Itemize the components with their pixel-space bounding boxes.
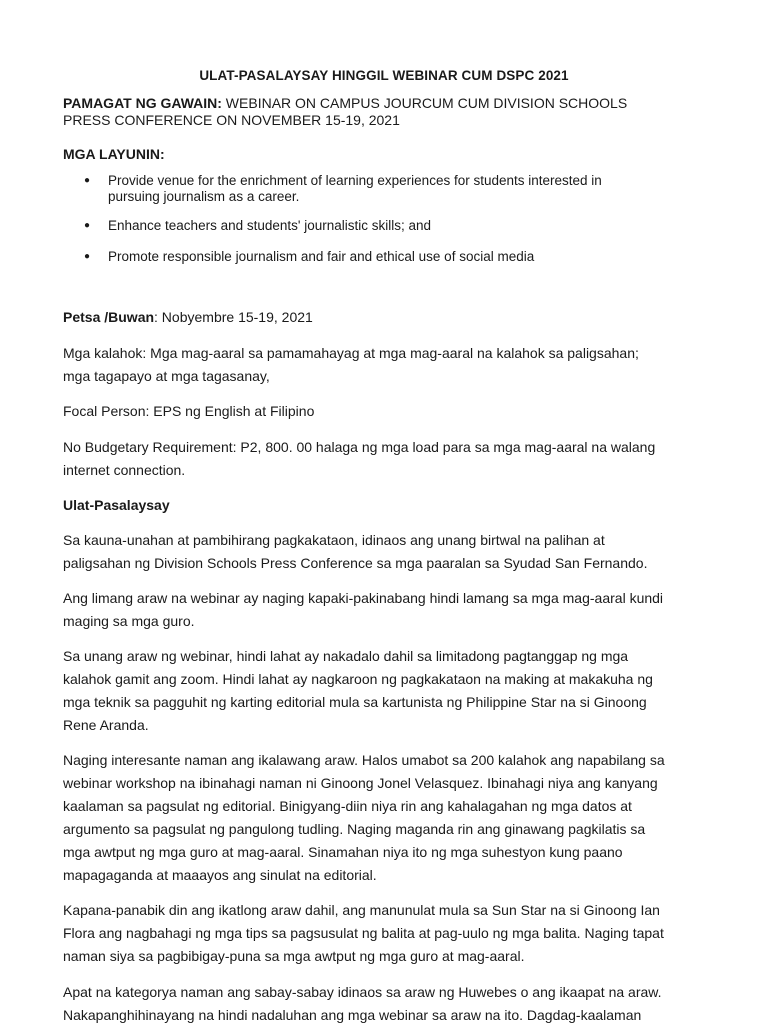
paragraph-line: maging sa mga guro.	[63, 613, 195, 629]
activity-title	[63, 95, 718, 129]
narrative-paragraph	[63, 749, 718, 887]
paragraph-line: mga awtput ng mga guro at mag-aaral. Sinamahan niya ito ng mga suhestyon kung paano	[63, 844, 623, 860]
objective-text: Promote responsible journalism and fair and ethical use of social media	[108, 249, 535, 264]
date-line	[63, 306, 718, 329]
objective-item	[84, 173, 728, 205]
activity-title-label: PAMAGAT NG GAWAIN:	[63, 95, 222, 111]
paragraph-line: Ang limang araw na webinar ay naging kapaki-pakinabang hindi lamang sa mga mag-aaral kundi	[63, 590, 664, 606]
paragraph-line: mga teknik sa pagguhit ng karting editorial mula sa kartunista ng Philippine Star na si Ginoong	[63, 694, 647, 710]
paragraph-line: Rene Aranda.	[63, 717, 149, 733]
budget-paragraph	[63, 436, 718, 482]
participants-line: Mga kalahok: Mga mag-aaral sa pamamahayag at mga mag-aaral na kalahok sa paligsahan;	[63, 345, 639, 361]
participants-line: mga tagapayo at mga tagasanay,	[63, 368, 270, 384]
objective-text: Provide venue for the enrichment of learning experiences for students interested in	[108, 173, 602, 188]
focal-person: Focal Person: EPS ng English at Filipino	[63, 403, 315, 419]
objective-text: pursuing journalism as a career.	[108, 189, 300, 204]
objective-item	[84, 249, 728, 265]
narrative-heading: Ulat-Pasalaysay	[63, 497, 170, 513]
paragraph-line: Sa unang araw ng webinar, hindi lahat ay nakadalo dahil sa limitadong pagtanggap ng mga	[63, 648, 629, 664]
paragraph-line: Flora ang nagbahagi ng mga tips sa pagsusulat ng balita at pag-uulo ng mga balita. Naging tapat	[63, 925, 664, 941]
paragraph-line: kalahok gamit ang zoom. Hindi lahat ay nagkaroon ng pagkakataon na making at makakuha ng	[63, 671, 653, 687]
paragraph-line: mapagaganda at maaayos ang sinulat na editorial.	[63, 867, 377, 883]
paragraph-line: Sa kauna-unahan at pambihirang pagkakataon, idinaos ang unang birtwal na palihan at	[63, 532, 605, 548]
paragraph-line: naman siya sa pagbibigay-puna sa mga awtput ng mga guro at mag-aaral.	[63, 948, 525, 964]
narrative-paragraph	[63, 645, 718, 737]
objective-item	[84, 218, 728, 234]
paragraph-line: Apat na kategorya naman ang sabay-sabay idinaos sa araw ng Huwebes o ang ikaapat na araw.	[63, 984, 662, 1000]
paragraph-line: kaalaman sa pagsulat ng editorial. Binigyang-diin niya rin ang kahalagahan ng mga datos at	[63, 798, 632, 814]
paragraph-line: Kapana-panabik din ang ikatlong araw dahil, ang manunulat mula sa Sun Star na si Ginoong Ian	[63, 902, 660, 918]
paragraph-line: paligsahan ng Division Schools Press Conference sa mga paaralan sa Syudad San Fernando.	[63, 555, 648, 571]
date-value: : Nobyembre 15-19, 2021	[154, 309, 313, 325]
narrative-paragraph	[63, 529, 718, 575]
participants-paragraph	[63, 342, 718, 388]
activity-title-line1: WEBINAR ON CAMPUS JOURCUM CUM DIVISION SCHOOLS	[221, 95, 628, 111]
budget-line: No Budgetary Requirement: P2, 800. 00 halaga ng mga load para sa mga mag-aaral na walang	[63, 439, 656, 455]
paragraph-line: webinar workshop na ibinahagi naman ni Ginoong Jonel Velasquez. Ibinahagi niya ang kanyang	[63, 775, 658, 791]
budget-line: internet connection.	[63, 462, 186, 478]
narrative-paragraph	[63, 899, 718, 968]
objectives-list	[84, 173, 728, 265]
activity-title-line2: PRESS CONFERENCE ON NOVEMBER 15-19, 2021	[63, 112, 400, 128]
document-title: ULAT-PASALAYSAY HINGGIL WEBINAR CUM DSPC 2021	[199, 68, 569, 83]
objectives-heading: MGA LAYUNIN:	[63, 146, 165, 162]
paragraph-line: Naging interesante naman ang ikalawang araw. Halos umabot sa 200 kalahok ang napabilang sa	[63, 752, 665, 768]
narrative-paragraph	[63, 587, 718, 633]
narrative-paragraph	[63, 981, 718, 1027]
paragraph-line: Nakapanghihinayang na hindi nadaluhan ang mga webinar sa araw na ito. Dagdag-kaalaman	[63, 1007, 642, 1023]
date-label: Petsa /Buwan	[63, 309, 155, 325]
objective-text: Enhance teachers and students' journalistic skills; and	[108, 218, 432, 233]
paragraph-line: argumento sa pagsulat ng pangulong tudling. Naging maganda rin ang ginawang pagkilatis sa	[63, 821, 646, 837]
